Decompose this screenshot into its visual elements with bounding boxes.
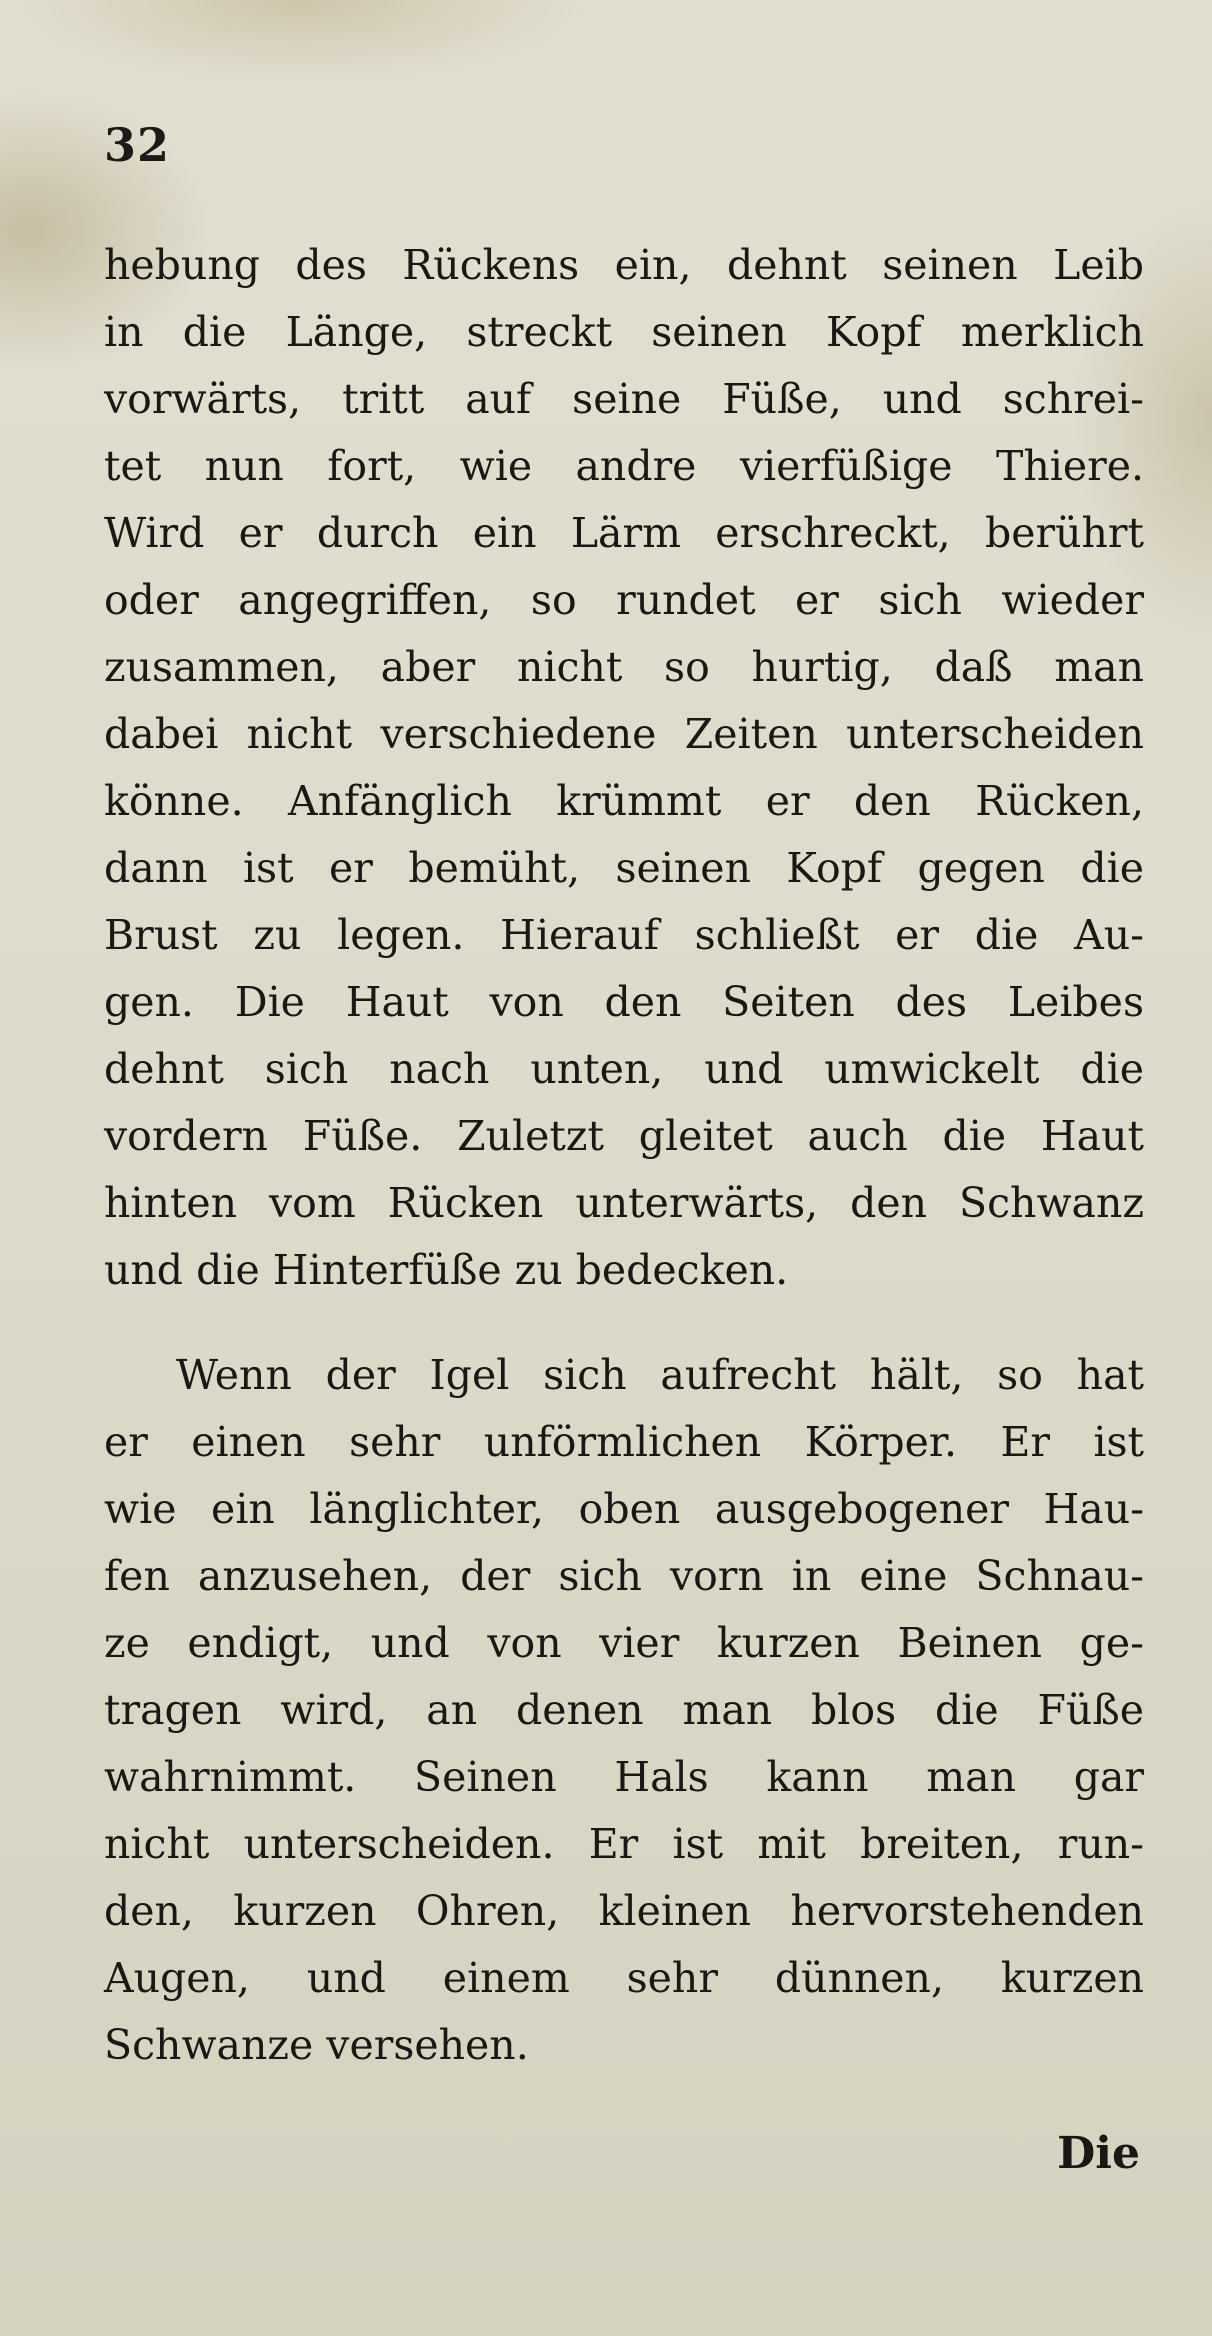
- text-line: in die Länge, streckt seinen Kopf merklich: [104, 308, 1144, 356]
- text-line: wie ein länglichter, oben ausgebogener Hau-: [104, 1485, 1144, 1533]
- text-line: und die Hinterfüße zu bedecken.: [104, 1246, 789, 1294]
- text-line: er einen sehr unförmlichen Körper. Er ist: [104, 1418, 1144, 1466]
- page-number: 32: [104, 118, 171, 172]
- text-line: zusammen, aber nicht so hurtig, daß man: [104, 643, 1144, 691]
- text-line: hinten vom Rücken unterwärts, den Schwanz: [104, 1179, 1144, 1227]
- text-line: gen. Die Haut von den Seiten des Leibes: [104, 978, 1144, 1026]
- catchword: Die: [1057, 2128, 1140, 2179]
- text-line: oder angegriffen, so rundet er sich wieder: [104, 576, 1144, 624]
- text-line: Augen, und einem sehr dünnen, kurzen: [104, 1954, 1144, 2002]
- text-line: dann ist er bemüht, seinen Kopf gegen die: [104, 844, 1144, 892]
- text-line: vorwärts, tritt auf seine Füße, und schrei-: [104, 375, 1144, 423]
- text-line: Wenn der Igel sich aufrecht hält, so hat: [176, 1351, 1144, 1399]
- text-line: hebung des Rückens ein, dehnt seinen Leib: [104, 241, 1144, 289]
- text-line: Schwanze versehen.: [104, 2021, 529, 2069]
- paragraph-1: [104, 232, 1144, 1304]
- text-line: wahrnimmt. Seinen Hals kann man gar: [104, 1753, 1144, 1801]
- paragraph-2: [104, 1342, 1144, 2079]
- text-line: könne. Anfänglich krümmt er den Rücken,: [104, 777, 1144, 825]
- text-line: tragen wird, an denen man blos die Füße: [104, 1686, 1144, 1734]
- text-line: vordern Füße. Zuletzt gleitet auch die Haut: [104, 1112, 1144, 1160]
- text-line: fen anzusehen, der sich vorn in eine Schnau-: [104, 1552, 1144, 1600]
- text-line: Brust zu legen. Hierauf schließt er die Au-: [104, 911, 1144, 959]
- text-line: Wird er durch ein Lärm erschreckt, berührt: [104, 509, 1144, 557]
- text-line: den, kurzen Ohren, kleinen hervorstehenden: [104, 1887, 1144, 1935]
- text-line: dabei nicht verschiedene Zeiten unterscheiden: [104, 710, 1144, 758]
- text-line: dehnt sich nach unten, und umwickelt die: [104, 1045, 1144, 1093]
- text-line: ze endigt, und von vier kurzen Beinen ge-: [104, 1619, 1144, 1667]
- text-line: tet nun fort, wie andre vierfüßige Thiere.: [104, 442, 1144, 490]
- text-line: nicht unterscheiden. Er ist mit breiten, run-: [104, 1820, 1144, 1868]
